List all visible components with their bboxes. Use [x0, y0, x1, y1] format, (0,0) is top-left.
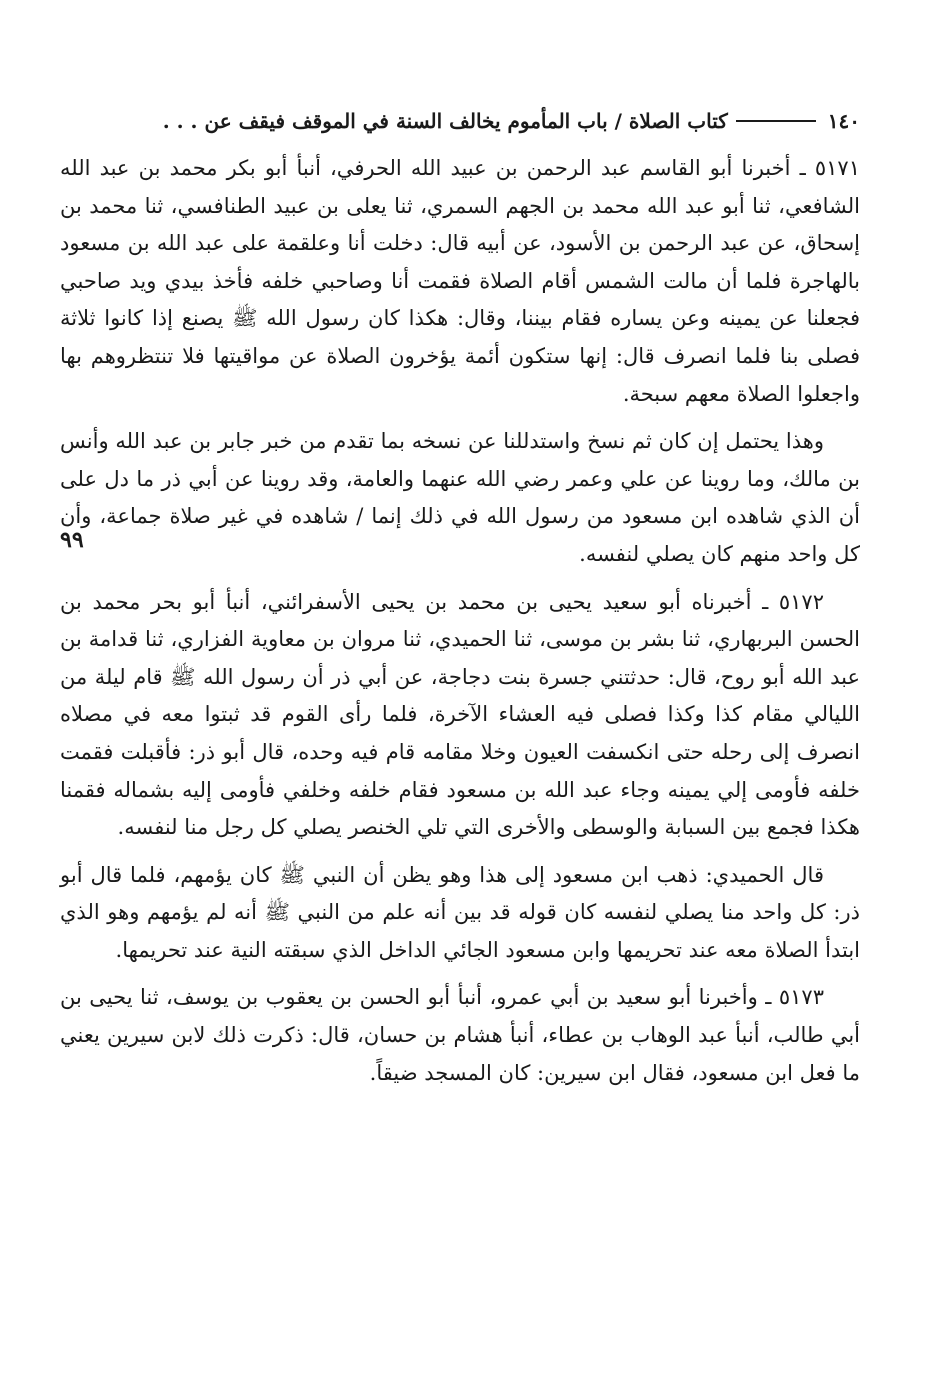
- paragraph-commentary-2: قال الحميدي: ذهب ابن مسعود إلى هذا وهو يظن أن النبي ﷺ كان يؤمهم، فلما قال أبو ذر: كل واحد منا يصلي لنفسه كان قوله قد بين أنه علم من النبي ﷺ أنه لم يؤمهم وهو الذي ابتدأ الصلاة معه عند تحريمها وابن مسعود الجائي الداخل الذي سبقته النية عند تحريمها.: [60, 862, 860, 962]
- running-title: كتاب الصلاة / باب المأموم يخالف السنة في الموقف فيقف عن . . .: [162, 109, 728, 133]
- paragraph-5171: ٥١٧١ ـ أخبرنا أبو القاسم عبد الرحمن بن عبيد الله الحرفي، أنبأ أبو بكر محمد بن عبد الله الشافعي، ثنا أبو عبد الله محمد بن الجهم السمري، ثنا يعلى بن عبيد الطنافسي، ثنا محمد بن إسحاق، عن عبد الرحمن بن الأسود، عن أبيه قال: دخلت أنا وعلقمة على عبد الله بن مسعود بالهاجرة فلما أن مالت الشمس أقام الصلاة فقمت أنا وصاحبي خلفه فأخذ بيدي ويد صاحبي فجعلنا عن يمينه وعن يساره فقام بيننا، وقال: هكذا كان رسول الله ﷺ يصنع إذا كانوا ثلاثة فصلى بنا فلما انصرف قال: إنها ستكون أئمة يؤخرون الصلاة عن مواقيتها فلا تنتظروهم بها واجعلوا الصلاة معهم سبحة.: [60, 156, 860, 406]
- main-text: [60, 150, 860, 1102]
- book-page: [60, 0, 860, 1375]
- paragraph-5173: ٥١٧٣ ـ وأخبرنا أبو سعيد بن أبي عمرو، أنبأ أبو الحسن بن يعقوب بن يوسف، ثنا يحيى بن أبي طالب، أنبأ عبد الوهاب بن عطاء، أنبأ هشام بن حسان، قال: ذكرت ذلك لابن سيرين يعني ما فعل ابن مسعود، فقال ابن سيرين: كان المسجد ضيقاً.: [60, 985, 860, 1085]
- manuscript-page-marker: ٩٩: [60, 527, 84, 553]
- page-number: ١٤٠: [827, 109, 860, 133]
- header-rule: [736, 120, 816, 122]
- paragraph-5172: ٥١٧٢ ـ أخبرناه أبو سعيد يحيى بن محمد بن يحيى الأسفرائني، أنبأ أبو بحر محمد بن الحسن البربهاري، ثنا بشر بن موسى، ثنا الحميدي، ثنا مروان بن معاوية الفزاري، ثنا قدامة بن عبد الله أبو روح، قال: حدثتني جسرة بنت دجاجة، عن أبي ذر أن رسول الله ﷺ قام ليلة من الليالي مقام كذا وكذا فصلى فيه العشاء الآخرة، فلما رأى القوم قد ثبتوا معه في مصلاه انصرف إلى رحله حتى انكسفت العيون وخلا مقامه قام فيه وحده، قال أبو ذر: فأقبلت فقمت خلفه فأومى إلي يمينه وجاء عبد الله بن مسعود فقام خلفه وخلفي فأومى إليه بشماله فقمنا هكذا فجمع بين السبابة والوسطى والأخرى التي تلي الخنصر يصلي كل رجل منا لنفسه.: [60, 589, 860, 840]
- paragraph-commentary-1: وهذا يحتمل إن كان ثم نسخ واستدللنا عن نسخه بما تقدم من خبر جابر بن عبد الله وأنس بن مالك، وما روينا عن علي وعمر رضي الله عنهما والعامة، وقد روينا عن أبي ذر ما دل على أن الذي شاهده ابن مسعود من رسول الله في ذلك إنما / شاهده في غير صلاة جماعة، وأن كل واحد منهم كان يصلي لنفسه.: [60, 429, 860, 566]
- running-header: [60, 104, 860, 138]
